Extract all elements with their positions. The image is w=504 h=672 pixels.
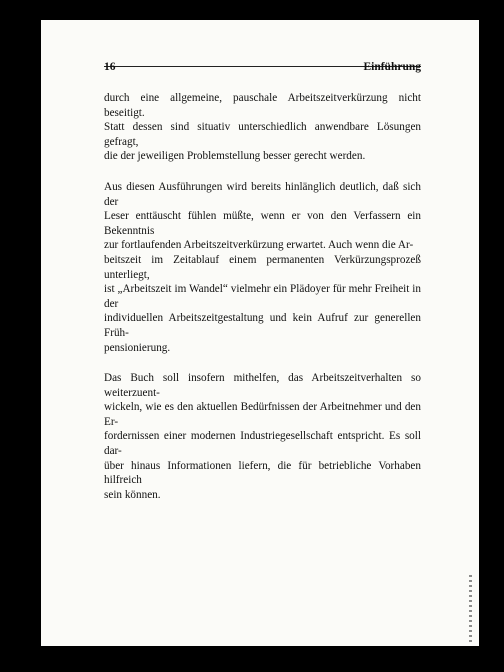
body-text xyxy=(104,91,421,518)
book-page xyxy=(41,20,479,646)
page-number: 16 xyxy=(104,61,116,73)
paragraph-3: Das Buch soll insofern mithelfen, das Arbeitszeitverhalten so weiterzuent- wickeln, wie es den aktuellen Bedürfnissen der Arbeitnehmer und den Er- fordernissen einer modernen Industriegesellschaft entspricht. Es soll dar- über hinaus Informationen liefern, die für betriebliche Vorhaben hilfreich sein können. xyxy=(104,372,421,501)
running-header xyxy=(104,46,421,73)
section-title: Einführung xyxy=(363,61,421,73)
scan-edge-mark xyxy=(469,575,472,643)
paragraph-2: Aus diesen Ausführungen wird bereits hinlänglich deutlich, daß sich der Leser enttäuscht fühlen müßte, wenn er von den Verfassern ein Bekenntnis zur fortlaufenden Arbeitszeitverkürzung erwartet. Auch wenn die Ar- beitszeit im Zeitablauf einem permanenten Verkürzungsprozeß unterliegt, ist „Arbeitszeit im Wandel“ vielmehr ein Plädoyer für mehr Freiheit in der individuellen Arbeitszeitgestaltung und kein Aufruf zur generellen Früh- pensionierung. xyxy=(104,180,421,354)
paragraph-1: durch eine allgemeine, pauschale Arbeitszeitverkürzung nicht beseitigt. Statt dessen sind situativ unterschiedlich anwendbare Lösungen gefragt, die der jeweiligen Problemstellung besser gerecht werden. xyxy=(104,92,421,163)
